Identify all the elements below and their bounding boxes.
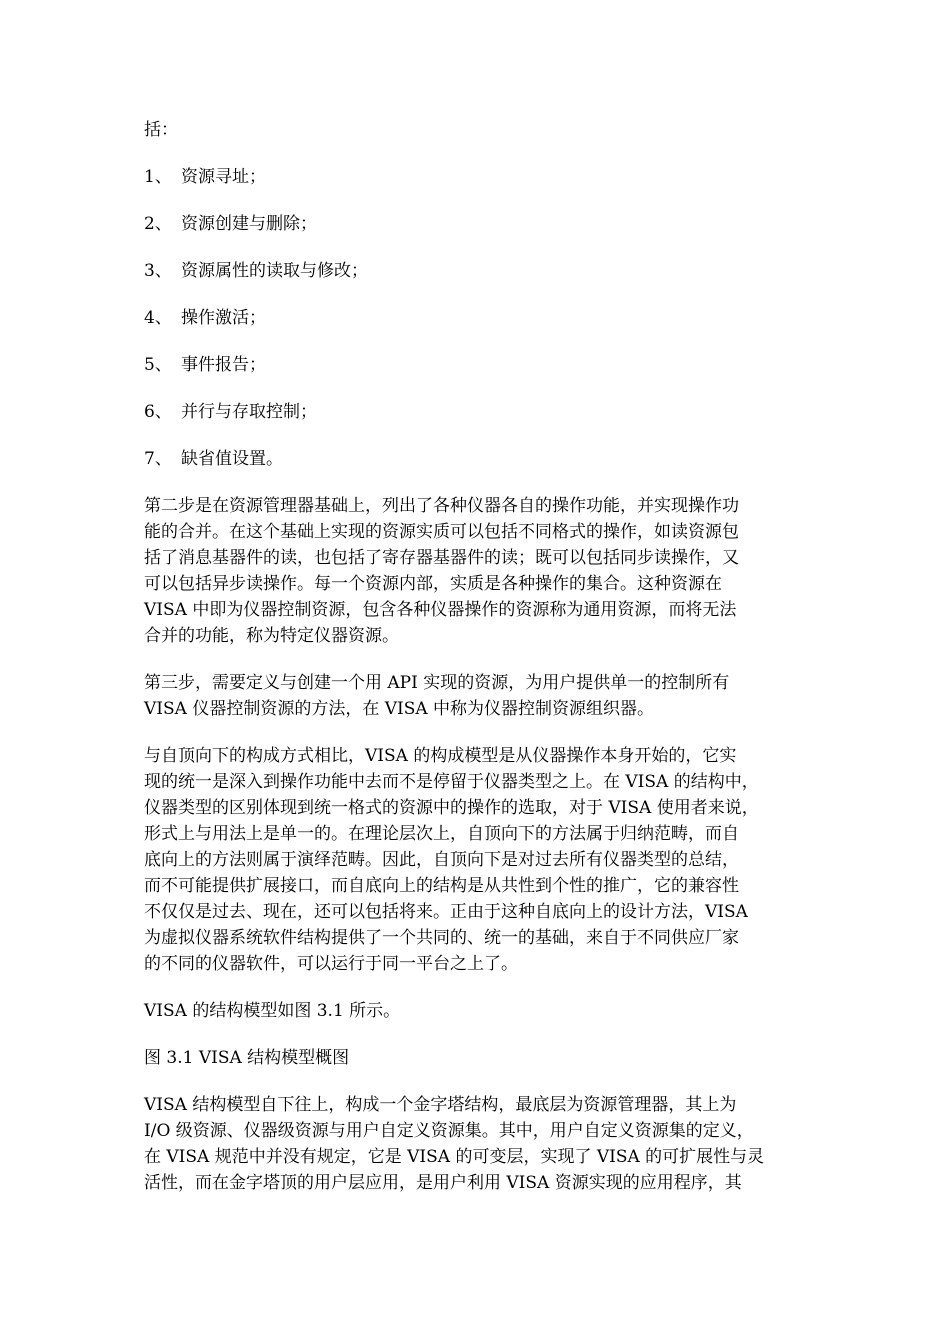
list-number: 5、 xyxy=(144,355,172,375)
paragraph-figure-reference xyxy=(144,998,812,1024)
list-item xyxy=(144,164,812,190)
text-line: 第二步是在资源管理器基础上，列出了各种仪器各自的操作功能，并实现操作功 xyxy=(144,496,739,516)
text-line: I/O 级资源、仪器级资源与用户自定义资源集。其中，用户自定义资源集的定义， xyxy=(144,1121,754,1141)
paragraph-step-three xyxy=(144,670,812,722)
list-text: 资源创建与删除； xyxy=(181,214,317,234)
list-text: 缺省值设置。 xyxy=(181,449,283,469)
list-item xyxy=(144,352,812,378)
list-item xyxy=(144,399,812,425)
intro-fragment: 括： xyxy=(144,120,178,140)
list-text: 资源属性的读取与修改； xyxy=(181,261,368,281)
text-line: 为虚拟仪器系统软件结构提供了一个共同的、统一的基础，来自于不同供应厂家 xyxy=(144,928,739,948)
paragraph-pyramid-description xyxy=(144,1092,812,1196)
text-line: VISA 仪器控制资源的方法，在 VISA 中称为仪器控制资源组织器。 xyxy=(144,699,655,719)
text-line: 形式上与用法上是单一的。在理论层次上，自顶向下的方法属于归纳范畴，而自 xyxy=(144,824,739,844)
list-text: 操作激活； xyxy=(181,308,266,328)
list-number: 4、 xyxy=(144,308,172,328)
paragraph-comparison xyxy=(144,743,812,977)
list-item xyxy=(144,446,812,472)
text-line: 活性，而在金字塔顶的用户层应用，是用户利用 VISA 资源实现的应用程序，其 xyxy=(144,1173,742,1193)
text-line: 的不同的仪器软件，可以运行于同一平台之上了。 xyxy=(144,954,518,974)
list-number: 2、 xyxy=(144,214,172,234)
list-text: 资源寻址； xyxy=(181,167,266,187)
list-item xyxy=(144,211,812,237)
text-line: 与自顶向下的构成方式相比，VISA 的构成模型是从仪器操作本身开始的，它实 xyxy=(144,746,737,766)
text-line: VISA 的结构模型如图 3.1 所示。 xyxy=(144,1001,401,1021)
text-line: 底向上的方法则属于演绎范畴。因此，自顶向下是对过去所有仪器类型的总结， xyxy=(144,850,739,870)
text-line: 括了消息基器件的读，也包括了寄存器基器件的读；既可以包括同步读操作，又 xyxy=(144,548,739,568)
text-line: 而不可能提供扩展接口，而自底向上的结构是从共性到个性的推广，它的兼容性 xyxy=(144,876,739,896)
text-line: 不仅仅是过去、现在，还可以包括将来。正由于这种自底向上的设计方法，VISA xyxy=(144,902,748,922)
text-line: 能的合并。在这个基础上实现的资源实质可以包括不同格式的操作，如读资源包 xyxy=(144,522,739,542)
list-number: 1、 xyxy=(144,167,172,187)
paragraph-step-two xyxy=(144,493,812,649)
list-text: 事件报告； xyxy=(181,355,266,375)
list-number: 7、 xyxy=(144,449,172,469)
function-list xyxy=(144,164,812,472)
text-line: VISA 结构模型自下往上，构成一个金字塔结构，最底层为资源管理器，其上为 xyxy=(144,1095,737,1115)
text-line: 现的统一是深入到操作功能中去而不是停留于仪器类型之上。在 VISA 的结构中， xyxy=(144,772,759,792)
list-item xyxy=(144,305,812,331)
figure-caption: 图 3.1 VISA 结构模型概图 xyxy=(144,1048,350,1068)
text-line: 在 VISA 规范中并没有规定，它是 VISA 的可变层，实现了 VISA 的可扩展性与灵 xyxy=(144,1147,765,1167)
text-line: 可以包括异步读操作。每一个资源内部，实质是各种操作的集合。这种资源在 xyxy=(144,574,722,594)
list-text: 并行与存取控制； xyxy=(181,402,317,422)
list-number: 3、 xyxy=(144,261,172,281)
text-line: 仪器类型的区别体现到统一格式的资源中的操作的选取，对于 VISA 使用者来说， xyxy=(144,798,759,818)
list-number: 6、 xyxy=(144,402,172,422)
text-line: VISA 中即为仪器控制资源，包含各种仪器操作的资源称为通用资源，而将无法 xyxy=(144,600,737,620)
text-line: 合并的功能，称为特定仪器资源。 xyxy=(144,626,399,646)
text-line: 第三步，需要定义与创建一个用 API 实现的资源，为用户提供单一的控制所有 xyxy=(144,673,730,693)
document-page xyxy=(144,117,812,1217)
list-item xyxy=(144,258,812,284)
